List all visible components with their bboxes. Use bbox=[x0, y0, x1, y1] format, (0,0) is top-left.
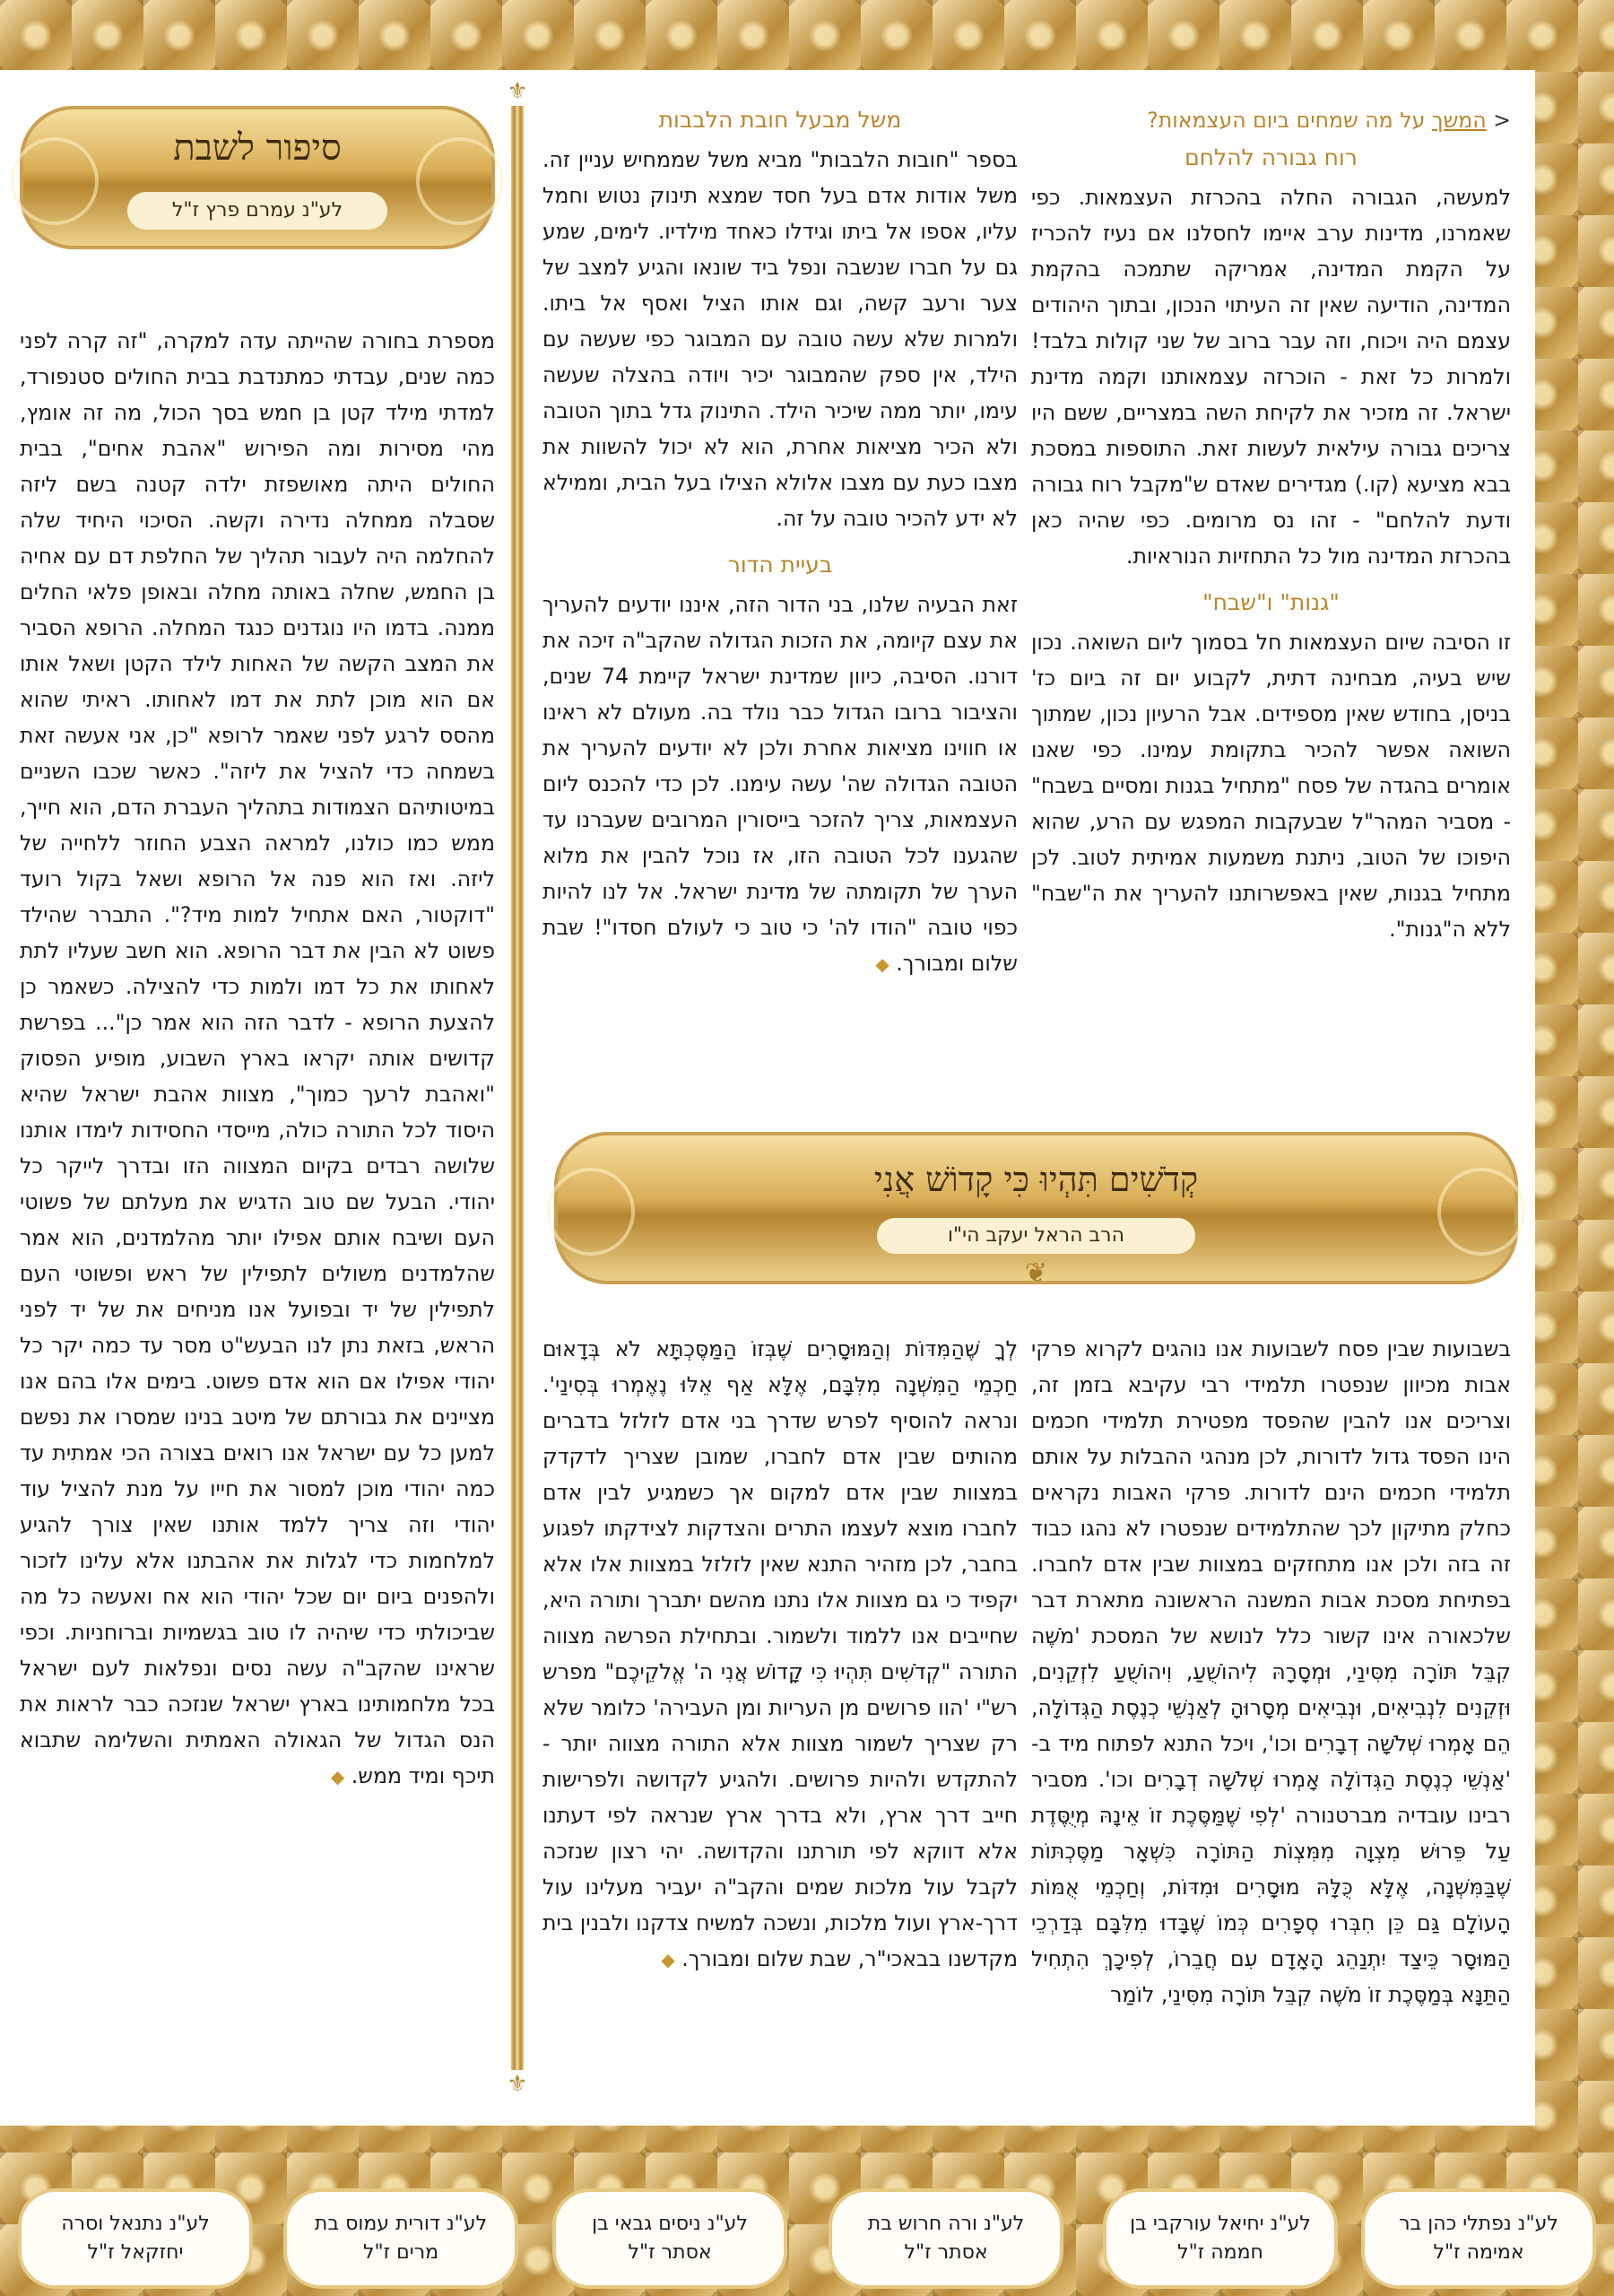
kedoshim-right-column bbox=[1031, 1331, 1511, 2013]
end-diamond-icon: ◆ bbox=[330, 1766, 345, 1787]
memorial-text: לע"נ ניסים גבאי בן אסתר ז"ל bbox=[592, 2213, 748, 2264]
memorial-text: לע"נ דורית עמוס בת מרים ז"ל bbox=[314, 2213, 488, 2264]
memorial-text: לע"נ נתנאל וסרה יחזקאל ז"ל bbox=[61, 2213, 210, 2264]
white-sheet bbox=[0, 70, 1535, 2126]
kedoshim-banner bbox=[554, 1132, 1518, 1289]
continued-header bbox=[1031, 102, 1511, 138]
story-column bbox=[20, 323, 495, 1795]
paragraph-generation bbox=[542, 587, 1018, 982]
paragraph-generation-text: זאת הבעיה שלנו, בני הדור הזה, איננו יודעים להעריך את עצם קיומה, את הזכות הגדולה שהקב"ה זיכה את דורנו. הסיבה, כיוון שמדינת ישראל קיימת 74 שנים, והציבור ברובו הגדול כבר נולד בה. מעולם לא ראינו או חווינו מציאות אחרת ולכן לא יודעים להעריך את הטובה הגדולה שה' עשה עימנו. לכן כדי להכנס ליום העצמאות, צריך להזכר בייסורין המרובים שעברנו עד שהגענו לכל הטובה הזו, אז נוכל להבין את מלוא הערך של תקומתה של מדינת ישראל. אל לנו להיות כפוי טובה "הודו לה' כי טוב כי לעולם חסדו"! שבת שלום ומבורך. bbox=[542, 592, 1018, 976]
memorial-text: לע"נ נפתלי כהן בר אמימה ז"ל bbox=[1399, 2213, 1558, 2264]
crest-ornament-icon: ❦ bbox=[1024, 1257, 1048, 1289]
paragraph-parable: בספר "חובות הלבבות" מביא משל שממחיש עניין זה. משל אודות אדם בעל חסד שמצא תינוק נטוש וחמל עליו, אספו אל ביתו וגידלו כאחד מילדיו. לימים, שמע גם על חברו שנשבה ונפל ביד שונאו והגיע למצב של צער ורעב קשה, וגם אותו הציל ואסף אל ביתו. ולמרות שלא עשה טובה עם המבוגר כפי שעשה עם הילד, אין ספק שהמבוגר יכיר ויודה בהצלה שעשה עימו, יותר ממה שיכיר הילד. התינוק גדל בתוך הטובה ולא הכיר מציאות אחרת, הוא לא יכול להשוות את מצבו כעת עם מצבו אלולא הצילו בעל הבית, וממילא לא ידע להכיר טובה על זה. bbox=[542, 147, 1018, 531]
end-diamond-icon: ◆ bbox=[875, 953, 889, 975]
memorial-text: לע"נ יחיאל עורקבי בן חממה ז"ל bbox=[1130, 2213, 1311, 2264]
memorial-text: לע"נ ורה חרוש בת אסתר ז"ל bbox=[867, 2213, 1025, 2264]
fleur-ornament-icon: ⚜ bbox=[507, 78, 528, 105]
story-paragraph bbox=[20, 323, 495, 1795]
kedoshim-right-text: בשבועות שבין פסח לשבועות אנו נוהגים לקרוא פרקי אבות מכיוון שנפטרו תלמידי רבי עקיבא בזמן זה, וצריכים אנו להבין שהפסד מפטירת תלמידי חכמים הינו הפסד גדול לדורות, לכן מנהגי ההבלות על אותם תלמידי חכמים הינם לדורות. פרקי האבות נקראים כחלק מתיקון לכך שהתלמידים שנפטרו לא נהגו כבוד זה בזה ולכן אנו מתחזקים במצוות שבין אדם לחברו. בפתיחת מסכת אבות המשנה הראשונה מתארת דבר שלכאורה אינו קשור כלל לנושא של המסכת 'מֹשֶׁה קִבֵּל תּוֹרָה מִסִּינַי, וּמְסָרָהּ לִיהוֹשֻׁעַ, וִיהוֹשֻׁעַ לִזְקֵנִים, וּזְקֵנִים לִנְבִיאִים, וּנְבִיאִים מְסָרוּהָ לְאַנְשֵׁי כְנֶסֶת הַגְּדוֹלָה, הֵם אָמְרוּ שְׁלֹשָׁה דְבָרִים וכו', ויכל התנא לפתוח מיד ב-'אַנְשֵׁי כְנֶסֶת הַגְּדוֹלָה אָמְרוּ שְׁלֹשָׁה דְבָרִים וכו'. מסביר רבינו עובדיה מברטנורה 'לְפִי שֶׁמַּסֶּכֶת זוֹ אֵינָהּ מְיֻסֶּדֶת עַל פֵּרוּשׁ מִצְוָה מִמִּצְוֹת הַתּוֹרָה כִּשְׁאָר מַסֶּכְתּוֹת שֶׁבַּמִּשְׁנָה, אֶלָּא כֻּלָּהּ מוּסָרִים וּמִדּוֹת, וְחַכְמֵי אֻמּוֹת הָעוֹלָם גַּם כֵּן חִבְּרוּ סְפָרִים כְּמוֹ שֶׁבָּדוּ מִלִּבָּם בְּדַרְכֵי הַמּוּסָר כֵּיצַד יִתְנַהֵג הָאָדָם עִם חֲבֵרוֹ, לְפִיכָךְ הִתְחִיל הַתַּנָּא בְּמַסֶּכֶת זוֹ מֹשֶׁה קִבֵּל תּוֹרָה מִסִּינַי, לוֹמַר bbox=[1031, 1336, 1511, 2007]
continued-label[interactable]: המשך bbox=[1431, 108, 1487, 133]
kedoshim-title: קְדֹשִׁים תִּהְיוּ כִּי קָדוֹשׁ אֲנִי bbox=[873, 1160, 1199, 1199]
subheading-parable: משל מבעל חובת הלבבות bbox=[658, 107, 902, 133]
story-banner bbox=[20, 106, 495, 249]
vertical-divider bbox=[507, 78, 528, 2098]
kedoshim-left-text: לְךָ שֶׁהַמִּדּוֹת וְהַמּוּסָרִים שֶׁבְּזוֹ הַמַּסֶּכְתָּא לֹא בְּדָאוּם חַכְמֵי הַמִּשְׁנָה מִלִּבָּם, אֶלָּא אַף אֵלּוּ נֶאֶמְרוּ בְּסִינַי'. ונראה להוסיף לפרש שדרך בני אדם לזלזל בדברים מהותים שבין אדם לחברו, שמובן שצריך לדקדק במצוות שבין אדם למקום אך כשמגיע לבין אדם לחברו מוצא לעצמו התרים והצדקות לצידקתו לפגוע בחבר, לכן מזהיר התנא שאין לזלזל במצוות אלו אלא יקפיד כי גם מצוות אלו נתנו מהשם יתברך ותורה היא, שחייבים אנו ללמוד ולשמור. ובתחילת הפרשה מצווה התורה "קְדֹשִׁים תִּהְיוּ כִּי קָדוֹשׁ אֲנִי ה' אֱלֹקֵיכֶם" מפרש רש"י 'הוו פרושים מן העריות ומן העבירה' כלומר שלא רק שצריך לשמור מצוות אלא התורה מצווה יותר - להתקדש ולהיות פרושים. ולהגיע לקדושה ולפרישות חייב דרך ארץ, ולא בדרך ארץ שנראה לפי דעתנו אלא דווקא לפי תורתנו והקדושה. יהי רצון שנזכה לקבל עול מלכות שמים והקב"ה יעביר מעלינו עול דרך-ארץ ועול מלכות, ונשכה למשיח צדקנו ולבנין בית מקדשנו בבאכי"ר, שבת שלום ומבורך. bbox=[542, 1336, 1018, 1971]
article-independence-column bbox=[1031, 102, 1511, 947]
article-parable-column bbox=[542, 102, 1018, 982]
fleur-ornament-icon: ⚜ bbox=[507, 2071, 528, 2098]
subheading-shame-praise: "גנות" ו"שבח" bbox=[1202, 589, 1340, 615]
memorial-box bbox=[1103, 2188, 1338, 2289]
kedoshim-left-column bbox=[542, 1331, 1018, 1978]
story-text: מספרת בחורה שהייתה עדה למקרה, "זה קרה לפני כמה שנים, עבדתי כמתנדבת בבית החולים סטנפורד, למדתי מילד קטן בן חמש בסך הכול, מה זה אומץ, מהי מסירות ומה הפירוש "אהבת אחים", בבית החולים היתה מאושפזת ילדה קטנה בשם ליזה שסבלה ממחלה נדירה וקשה. הסיכוי היחיד שלה להחלמה היה לעבור תהליך של החלפת דם עם אחיה בן החמש, שחלה באותה מחלה ובאופן פלאי החלים ממנה. בדמו היו נוגדנים כנגד המחלה. הרופא הסביר את המצב הקשה של האחות לילד הקטן ושאל אותו אם הוא מוכן לתת את דמו לאחותו. ראיתי שהוא מהסס לרגע לפני שאמר לרופא "כן, אני אעשה זאת בשמחה כדי להציל את ליזה". כאשר שכבו השניים במיטותיהם הצמודות בתהליך העברת הדם, הוא חייך, ממש כמו כולנו, למראה הצבע החוזר ללחייה של ליזה. ואז הוא פנה אל הרופא ושאל בקול רועד "דוקטור, האם אתחיל למות מיד?". התברר שהילד פשוט לא הבין את דבר הרופא. הוא חשב שעליו לתת לאחותו את כל דמו ולמות כדי להצילה. כשאמר כן להצעת הרופא - לדבר הזה הוא אמר כן"... בפרשת קדושים אותה יקראו בארץ השבוע, מופיע הפסוק "ואהבת לרעך כמוך", מצוות אהבת ישראל שהיא היסוד לכל התורה כולה, מייסדי החסידות לימדו אותנו שלושה רבדים בקיום המצווה הזו ובדרך לייקר כל יהודי. הבעל שם טוב הדגיש את מעלתם של פשוטי העם ושיבח אותם אפילו יותר מהלמדנים, הוא אמר שהלמדנים משולים לתפילין של ראש ופשוטי העם לתפילין של יד ובפועל אנו מניחים את של יד לפני הראש, בזאת נתן לנו הבעש"ט מסר עד כמה יקר כל יהודי אפילו אם הוא אדם פשוט. בימים אלו בהם אנו מציינים את גבורתם של מיטב בנינו שמסרו את נפשם למען כל עם ישראל אנו רואים בצורה הכי אמתית עד כמה יהודי מוכן למסור את חייו על מנת להציל עוד יהודי וזה צריך ללמד אותנו שאין צורך להגיע למלחמות כדי לגלות את אהבתנו אלא עלינו לזכור ולהפנים ביום יום שכל יהודי הוא אח ואעשה כל מה שביכולתי כדי שיהיה לו טוב בגשמיות וברוחניות. וכפי שראינו שהקב"ה עשה נסים ונפלאות לעם ישראל בכל מלחמותינו בארץ ישראל שנזכה כבר לראות את הנס הגדול של הגאולה האמתית והשלימה שתבוא תיכף ומיד ממש. bbox=[20, 328, 495, 1788]
memorial-box bbox=[829, 2188, 1063, 2289]
kedoshim-author: הרב הראל יעקב הי"ו bbox=[877, 1218, 1195, 1254]
subheading-generation: בעיית הדור bbox=[727, 552, 833, 578]
end-diamond-icon: ◆ bbox=[661, 1949, 675, 1970]
story-memorial: לע"נ עמרם פרץ ז"ל bbox=[127, 192, 387, 230]
paragraph-courage: למעשה, הגבורה החלה בהכרזת העצמאות. כפי שאמרנו, מדינות ערב איימו לחסלנו אם נעיז להכריז על הקמת המדינה, אמריקה שתמכה בהקמת המדינה, הודיעה שאין זה העיתוי הנכון, ובתוך היהודים עצמם היה ויכוח, וזה עבר ברוב של שני קולות בלבד! ולמרות כל זאת - הוכרזה עצמאותנו וקמה מדינת ישראל. זה מזכיר את לקיחת השה במצריים, ששם היו צריכים גבורה עילאית לעשות זאת. התוספות במסכת בבא מציעא (קו.) מגדירים שאדם ש"מקבל רוח גבורה ודעת להלחם" - זהו נס מרומים. כפי שהיה כאן בהכרזת המדינה מול כל התחזיות הנוראיות. bbox=[1031, 185, 1511, 569]
memorial-box bbox=[552, 2188, 787, 2289]
story-title: סיפור לשבת bbox=[173, 127, 342, 169]
memorial-box bbox=[1361, 2188, 1596, 2289]
continued-prefix: < bbox=[1486, 108, 1511, 133]
subheading-courage: רוח גבורה להלחם bbox=[1184, 144, 1358, 170]
continued-rest: על מה שמחים ביום העצמאות? bbox=[1147, 108, 1432, 133]
kedoshim-left-paragraph bbox=[542, 1331, 1018, 1978]
memorial-box bbox=[283, 2188, 518, 2289]
memorial-box bbox=[18, 2188, 253, 2289]
paragraph-shame-praise: זו הסיבה שיום העצמאות חל בסמוך ליום השואה. נכון שיש בעיה, מבחינה דתית, לקבוע יום זה ביום כז' בניסן, בחודש שאין מספידים. אבל הרעיון נכון, שמתוך השואה אפשר להכיר בתקומת עמינו. כפי שאנו אומרים בהגדה של פסח "מתחיל בגנות ומסיים בשבח" - מסביר המהר"ל שבעקבות המפגש עם הרע, שהוא היפוכו של הטוב, ניתנת משמעות אמיתית לטוב. לכן מתחיל בגנות, שאין באפשרותנו להעריך את ה"שבח" ללא ה"גנות". bbox=[1031, 630, 1511, 942]
